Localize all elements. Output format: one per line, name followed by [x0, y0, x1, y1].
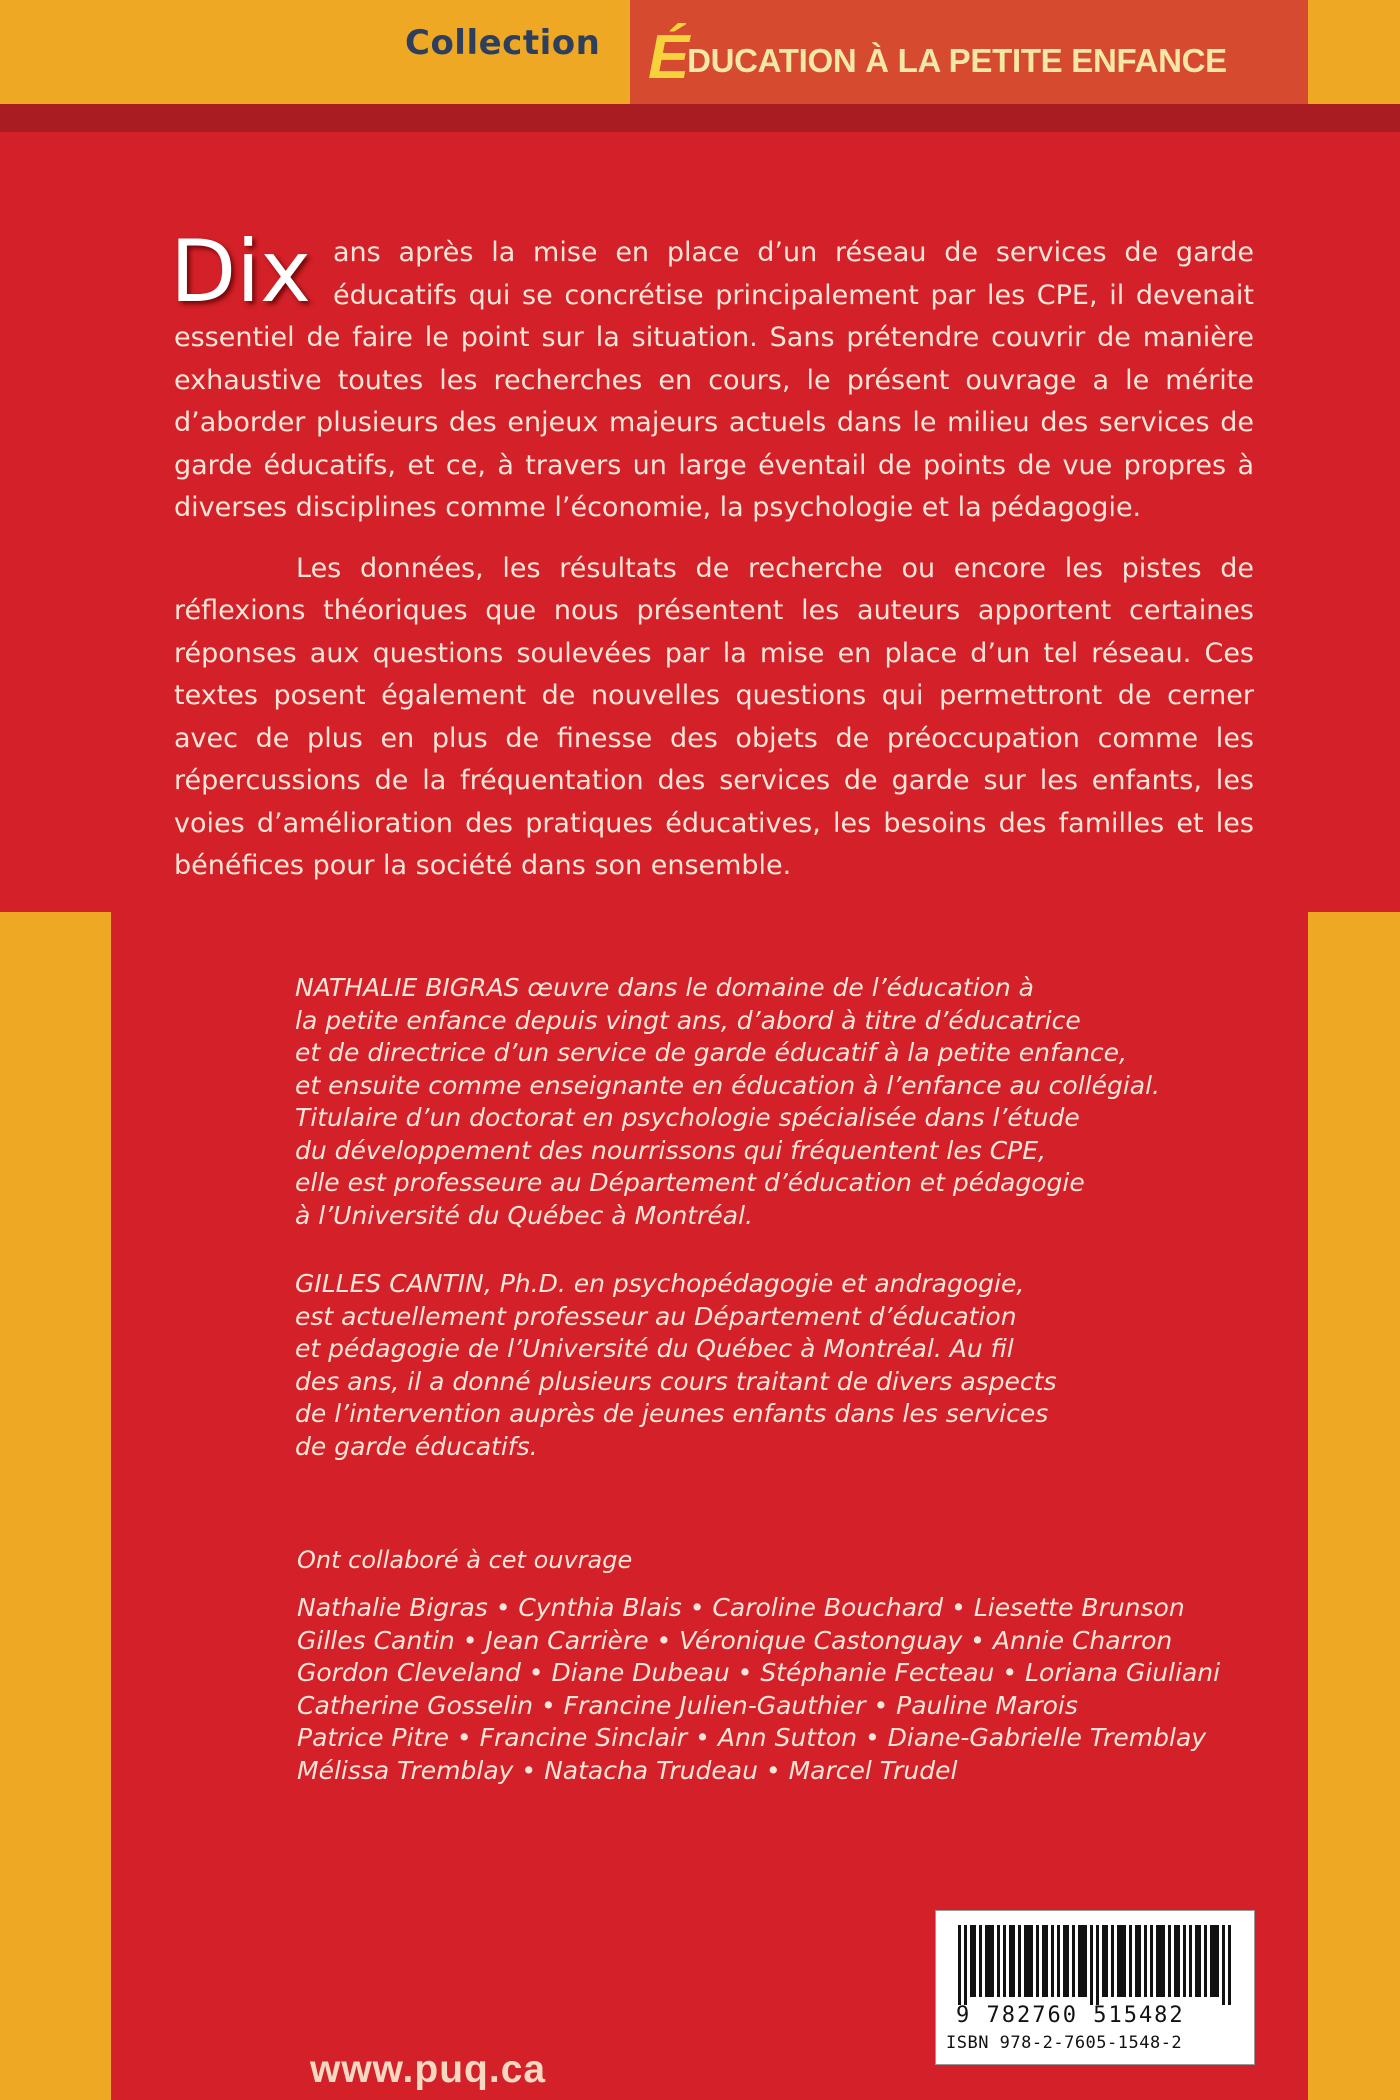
series-title	[648, 22, 1298, 92]
right-side-band	[1308, 912, 1400, 2100]
summary-text	[170, 222, 1254, 888]
summary-paragraph-1-text: ans après la mise en place d’un réseau de services de garde éducatifs qui se concrétise principalement par les CPE, il devenait essentiel de faire le point sur la situation. Sans prétendre couvrir de manière exhaustive toutes les recherches en cours, le présent ouvrage a le mérite d’aborder plusieurs des enjeux majeurs actuels dans le milieu des services de garde éducatifs, et ce, à travers un large éventail de points de vue propres à diverses disciplines comme l’économie, la psychologie et la pédagogie.	[174, 237, 1254, 523]
barcode-digits: 9 782760 515482	[956, 2003, 1185, 2028]
barcode	[935, 1910, 1255, 2065]
website-link[interactable]: www.puq.ca	[310, 2048, 547, 2091]
dropcap-word: Dix	[170, 222, 312, 322]
collaborators-list: Nathalie Bigras • Cynthia Blais • Caroline Bouchard • Liesette Brunson Gilles Cantin • Jean Carrière • Véronique Castonguay • Annie Charron Gordon Cleveland • Diane Dubeau • Stéphanie Fecteau • Loriana Giuliani Catherine Gosselin • Francine Julien-Gauthier • Pauline Marois Patrice Pitre • Francine Sinclair • Ann Sutton • Diane-Gabrielle Tremblay Mélissa Tremblay • Natacha Trudeau • Marcel Trudel	[297, 1593, 1221, 1785]
collaborators-heading: Ont collaboré à cet ouvrage	[297, 1546, 633, 1574]
author-bio-cantin: GILLES CANTIN, Ph.D. en psychopédagogie et andragogie, est actuellement professeur au Département d’éducation et pédagogie de l’Université du Québec à Montréal. Au fil des ans, il a donné plusieurs cours traitant de divers aspects de l’intervention auprès de jeunes enfants dans les services de garde éducatifs.	[295, 1269, 1057, 1461]
series-title-initial: É	[648, 23, 690, 92]
summary-paragraph-2: Les données, les résultats de recherche ou encore les pistes de réflexions théoriques que nous présentent les auteurs apportent certaines réponses aux questions soulevées par la mise en place d’un tel réseau. Ces textes posent également de nouvelles questions qui permettront de cerner avec de plus en plus de finesse des objets de préoccupation comme les répercussions de la fréquentation des services de garde sur les enfants, les voies d’amélioration des pratiques éducatives, les besoins des familles et les bénéfices pour la société dans son ensemble.	[174, 552, 1254, 881]
series-title-box	[630, 0, 1308, 104]
author-bio-bigras: NATHALIE BIGRAS œuvre dans le domaine de l’éducation à la petite enfance depuis vingt ans, d’abord à titre d’éducatrice et de directrice d’un service de garde éducatif à la petite enfance, et ensuite comme enseignante en éducation à l’enfance au collégial. Titulaire d’un doctorat en psychologie spécialisée dans l’étude du développement des nourrissons qui fréquentent les CPE, elle est professeure au Département d’éducation et pédagogie à l’Université du Québec à Montréal.	[295, 973, 1161, 1230]
summary-paragraph-1	[170, 222, 1254, 530]
header-divider	[0, 104, 1400, 132]
series-title-rest: DUCATION À LA PETITE ENFANCE	[687, 42, 1227, 79]
left-side-band	[0, 912, 111, 2100]
barcode-bars	[958, 1925, 1234, 2005]
isbn-number: ISBN 978-2-7605-1548-2	[946, 2033, 1183, 2053]
collection-label: Collection	[405, 23, 601, 63]
